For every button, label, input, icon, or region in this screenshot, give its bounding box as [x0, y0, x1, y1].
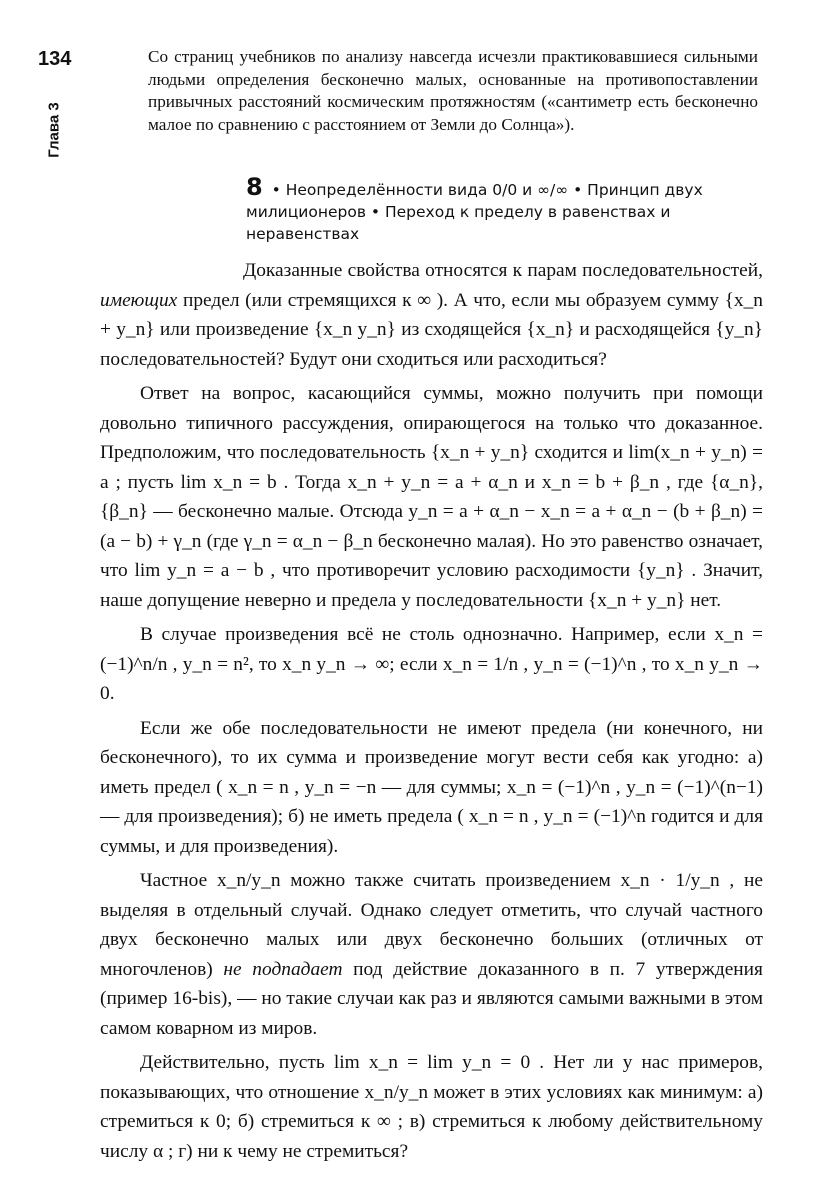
paragraph-5-emphasis: не подпадает: [223, 958, 343, 980]
paragraph-5-part-a: Частное x_n/y_n можно также считать произведением x_n · 1/y_n , не выделяя в отдельный случай. Однако следует отметить, что случай частного двух бесконечно малых или двух бесконечно больших (отличных от многочленов): [100, 870, 763, 980]
paragraph-4: Если же обе последовательности не имеют предела (ни конечного, ни бесконечного), то их сумма и произведение могут вести себя как угодно: а) иметь предел ( x_n = n , y_n = −n — для суммы; x_n = (−1)^n , y_n = (−1)^(n−1) — для произведения); б) не иметь предела ( x_n = n , y_n = (−1)^n годится и для суммы, и для произведения).: [100, 717, 763, 857]
paragraph-5: [100, 866, 763, 1043]
intro-paragraph: Со страниц учебников по анализу навсегда исчезли практиковавшиеся сильными людьми определения бесконечно малых, основанные на противопоставлении привычных расстояний космическим протяжностям («сантиметр есть бесконечно малое по сравнению с расстоянием от Земли до Солнца»).: [148, 47, 758, 134]
paragraph-6: Действительно, пусть lim x_n = lim y_n = 0 . Нет ли у нас примеров, показывающих, что отношение x_n/y_n может в этих условиях как минимум: а) стремиться к 0; б) стремиться к ∞ ; в) стремиться к любому действительному числу α ; г) ни к чему не стремиться?: [100, 1052, 763, 1162]
paragraph-1-emphasis: имеющих: [100, 289, 178, 311]
paragraph-3: В случае произведения всё не столь однозначно. Например, если x_n = (−1)^n/n , y_n = n², то x_n y_n → ∞; если x_n = 1/n , y_n = (−1)^n , то x_n y_n → 0.: [100, 624, 763, 704]
body-text: [100, 256, 763, 1171]
paragraph-5-part-b: под действие доказанного в п. 7 утверждения (пример 16-bis), — но такие случаи как раз и являются самыми важными в этом самом коварном из миров.: [100, 958, 763, 1039]
paragraph-1-part-a: Доказанные свойства относятся к парам последовательностей,: [243, 260, 763, 281]
paragraph-2: Ответ на вопрос, касающийся суммы, можно получить при помощи довольно типичного рассуждения, опирающегося на только что доказанное. Предположим, что последовательность {x_n + y_n} сходится и lim(x_n + y_n) = a ; пусть lim x_n = b . Тогда x_n + y_n = a + α_n и x_n = b + β_n , где {α_n}, {β_n} — бесконечно малые. Отсюда y_n = a + α_n − x_n = a + α_n − (b + β_n) = (a − b) + γ_n (где γ_n = α_n − β_n бесконечно малая). Но это равенство означает, что lim y_n = a − b , что противоречит условию расходимости {y_n} . Значит, наше допущение неверно и предела у последовательности {x_n + y_n} нет.: [100, 383, 763, 611]
page-number: 134: [38, 48, 72, 70]
section-heading: [246, 173, 766, 245]
paragraph-1-part-b: предел (или стремящихся к ∞ ). А что, если мы образуем сумму {x_n + y_n} или произведение {x_n y_n} из сходящейся {x_n} и расходящейся {y_n} последовательностей? Будут они сходиться или расходиться?: [100, 289, 763, 370]
chapter-label: Глава 3: [45, 102, 63, 158]
section-number: 8: [246, 173, 263, 201]
section-title: • Неопределённости вида 0/0 и ∞/∞ • Принцип двух милиционеров • Переход к пределу в равенствах и неравенствах: [246, 181, 703, 243]
paragraph-1: [100, 256, 763, 374]
